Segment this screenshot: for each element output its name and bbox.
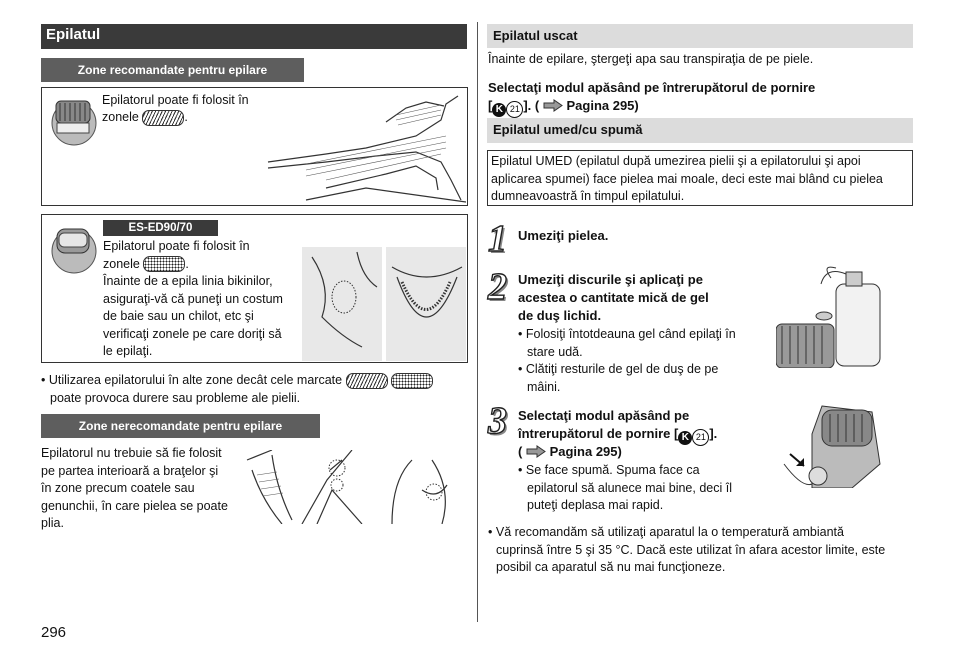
not-rec-line3: în zone precum coatele sau (41, 481, 195, 495)
temperature-note-line3: posibil ca aparatul să nu mai funcţioneze. (496, 560, 726, 574)
epilator-switch-illustration (782, 404, 882, 488)
hatched-zone-icon (346, 373, 388, 389)
step2-bullet1-line2: stare udă. (527, 344, 583, 359)
wet-box-line2: aplicarea spumei) face pielea mai moale, deci este mai blând cu pielea (491, 171, 883, 186)
box2-line4: asiguraţi-vă că puneţi un costum (103, 291, 283, 306)
box2-line2: zonele . (103, 256, 189, 271)
not-rec-line5: plia. (41, 516, 64, 530)
box1-line2: zonele . (102, 110, 188, 124)
box2-line1: Epilatorul poate fi folosit în (103, 239, 250, 253)
subheader-not-recommended-zones: Zone nerecomandate pentru epilare (41, 414, 320, 438)
legs-illustration (266, 90, 466, 204)
zones-note-line1: • Utilizarea epilatorului în alte zone decât cele marcate (41, 372, 433, 390)
step3-bullet-line3: puteţi deplasa mai rapid. (527, 498, 664, 512)
step-number-3: 3 (488, 400, 507, 442)
step2-title-line2: acestea o cantitate mică de gel (518, 290, 709, 305)
dotted-zone-icon (391, 373, 433, 389)
page-arrow-icon (543, 99, 563, 112)
k-icon: K (678, 431, 692, 445)
step-number-1: 1 (488, 218, 507, 260)
box2-line6: verificaţi zonele pe care doriţi să (103, 326, 282, 341)
subheader-dry-epilation: Epilatul uscat (487, 24, 913, 48)
step2-bullet2-line1: • Clătiţi resturile de gel de duş de pe (518, 362, 719, 376)
step2-bullet2-line2: mâini. (527, 379, 561, 394)
section-title-epilatul: Epilatul (41, 24, 467, 49)
subheader-recommended-zones: Zone recomandate pentru epilare (41, 58, 304, 82)
step1-title: Umeziţi pielea. (518, 228, 609, 243)
zones-note-line2: poate provoca durere sau probleme ale pielii. (50, 391, 301, 405)
step3-title-line3: ( Pagina 295) (518, 444, 622, 459)
page-arrow-icon (526, 445, 546, 458)
not-rec-line1: Epilatorul nu trebuie să fie folosit (41, 446, 222, 460)
circled-number: 21 (692, 429, 709, 446)
box2-line7: le epilaţi. (103, 344, 153, 358)
dry-instruction-line2: [ K 21 ]. ( Pagina 295) (488, 97, 639, 118)
dry-text: Înainte de epilare, ştergeţi apa sau transpiraţia de pe piele. (488, 52, 814, 66)
not-recommended-zones-illustration (242, 450, 460, 524)
wet-box-line1: Epilatul UMED (epilatul după umezirea pielii şi a epilatorului şi apoi (491, 154, 861, 168)
box1-line1: Epilatorul poate fi folosit în (102, 93, 249, 107)
subheader-wet-epilation: Epilatul umed/cu spumă (487, 118, 913, 143)
hatched-zone-icon (142, 110, 184, 126)
column-divider (477, 22, 478, 622)
temperature-note-line2: cuprinsă între 5 şi 35 °C. Dacă este utilizat în afara acestor limite, este (496, 542, 886, 557)
step2-title-line3: de duş lichid. (518, 308, 602, 323)
step3-bullet-line2: epilatorul să alunece mai bine, deci îl (527, 480, 732, 495)
step3-title-line1: Selectaţi modul apăsând pe (518, 408, 690, 423)
step3-title-line2: întrerupătorul de pornire [ K 21 ]. (518, 425, 717, 446)
recommended-zones-box (41, 87, 468, 206)
epilator-head-icon (48, 93, 98, 147)
model-badge: ES-ED90/70 (103, 220, 218, 236)
step2-title-line1: Umeziţi discurile şi aplicaţi pe (518, 272, 703, 287)
step2-bullet1-line1: • Folosiţi întotdeauna gel când epilaţi în (518, 327, 736, 341)
not-rec-line2: pe partea interioară a braţelor şi (41, 463, 219, 478)
temperature-note-line1: • Vă recomandăm să utilizaţi aparatul la o temperatură ambiantă (488, 525, 844, 539)
circled-number: 21 (506, 101, 523, 118)
wet-box-line3: dumneavoastră în timpul epilatului. (491, 189, 685, 203)
box2-line3: Înainte de a epila linia bikinilor, (103, 274, 273, 288)
page-number: 296 (41, 624, 67, 641)
dry-instruction-line1: Selectaţi modul apăsând pe întrerupătorul de pornire (488, 80, 816, 95)
step3-bullet-line1: • Se face spumă. Spuma face ca (518, 463, 700, 477)
gel-bottle-illustration (776, 264, 886, 368)
wet-info-box (487, 150, 913, 206)
recommended-zones-box-ed90 (41, 214, 468, 363)
k-icon: K (492, 103, 506, 117)
not-rec-line4: genunchii, în care pielea se poate (41, 498, 228, 513)
epilator-cap-icon (48, 221, 98, 275)
box2-line5: de baie sau un chilot, etc şi (103, 309, 254, 323)
underarm-bikini-illustration (302, 247, 466, 361)
step-number-2: 2 (488, 266, 507, 308)
dotted-zone-icon (143, 256, 185, 272)
